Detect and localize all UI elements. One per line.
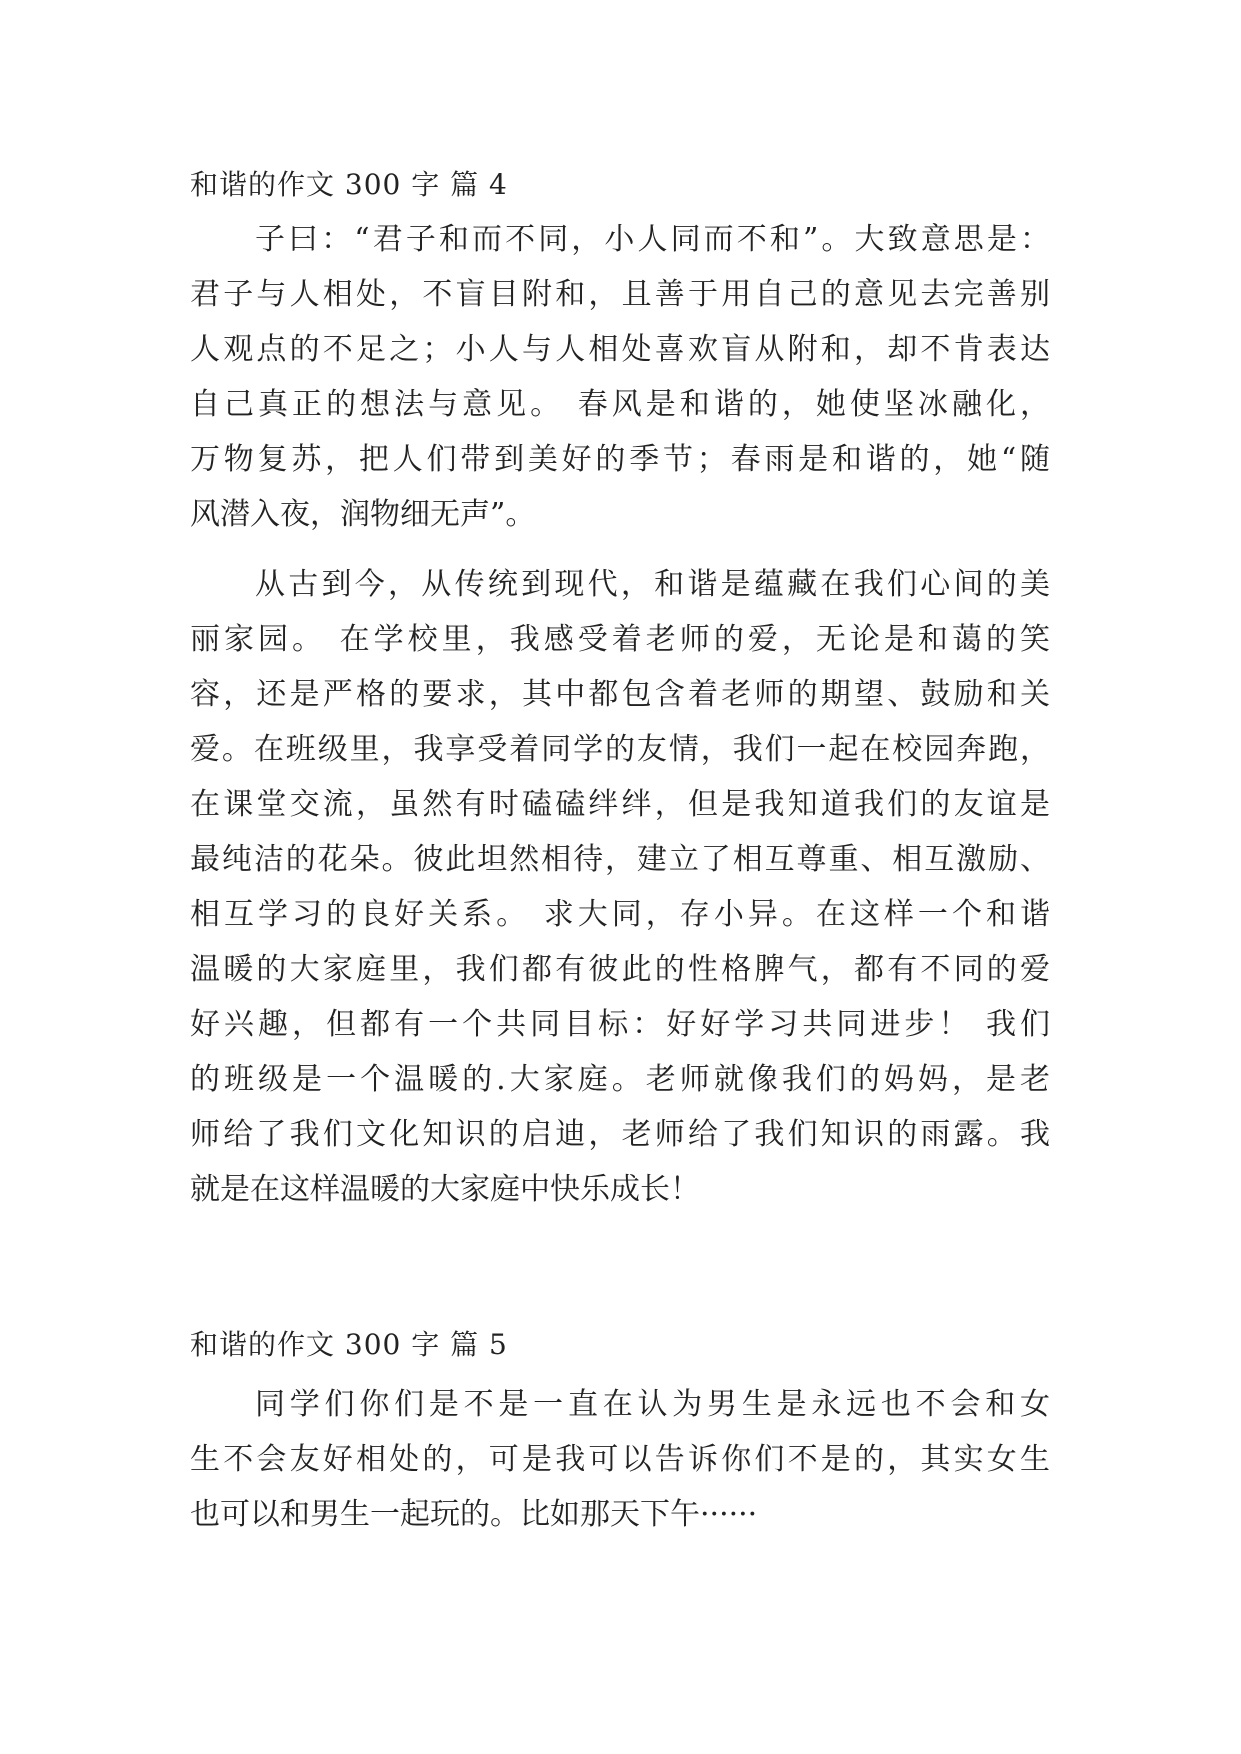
- paragraph-line: 同学们你们是不是一直在认为男生是永远也不会和女: [255, 1387, 1050, 1422]
- paragraph-line: 生不会友好相处的，可是我可以告诉你们不是的，其实女生: [190, 1442, 1050, 1477]
- paragraph-line: 在课堂交流，虽然有时磕磕绊绊，但是我知道我们的友谊是: [190, 787, 1050, 822]
- paragraph-line: 君子与人相处，不盲目附和，且善于用自己的意见去完善别: [190, 277, 1050, 312]
- paragraph-line: 子曰：“君子和而不同，小人同而不和”。大致意思是：: [255, 222, 1050, 257]
- paragraph-line: 最纯洁的花朵。彼此坦然相待，建立了相互尊重、相互激励、: [190, 842, 1050, 877]
- paragraph-line: 自己真正的想法与意见。 春风是和谐的，她使坚冰融化，: [190, 387, 1050, 422]
- paragraph-line: 就是在这样温暖的大家庭中快乐成长！: [190, 1172, 700, 1207]
- paragraph-line: 的班级是一个温暖的.大家庭。老师就像我们的妈妈，是老: [190, 1062, 1050, 1097]
- paragraph-line: 万物复苏，把人们带到美好的季节；春雨是和谐的，她“随: [190, 442, 1050, 477]
- paragraph-line: 也可以和男生一起玩的。比如那天下午······: [190, 1497, 758, 1532]
- paragraph-line: 风潜入夜，润物细无声”。: [190, 497, 536, 532]
- section-heading: 和谐的作文 300 字 篇 5: [190, 1328, 508, 1361]
- paragraph-line: 容，还是严格的要求，其中都包含着老师的期望、鼓励和关: [190, 677, 1050, 712]
- paragraph-line: 相互学习的良好关系。 求大同，存小异。在这样一个和谐: [190, 897, 1050, 932]
- section-heading: 和谐的作文 300 字 篇 4: [190, 168, 508, 201]
- paragraph-line: 从古到今，从传统到现代，和谐是蕴藏在我们心间的美: [255, 567, 1050, 602]
- paragraph-line: 师给了我们文化知识的启迪，老师给了我们知识的雨露。我: [190, 1117, 1050, 1152]
- paragraph-line: 人观点的不足之；小人与人相处喜欢盲从附和，却不肯表达: [190, 332, 1050, 367]
- paragraph-line: 丽家园。 在学校里，我感受着老师的爱，无论是和蔼的笑: [190, 622, 1050, 657]
- paragraph-line: 好兴趣，但都有一个共同目标：好好学习共同进步！ 我们: [190, 1007, 1050, 1042]
- paragraph-line: 爱。在班级里，我享受着同学的友情，我们一起在校园奔跑，: [190, 732, 1050, 767]
- paragraph-line: 温暖的大家庭里，我们都有彼此的性格脾气，都有不同的爱: [190, 952, 1050, 987]
